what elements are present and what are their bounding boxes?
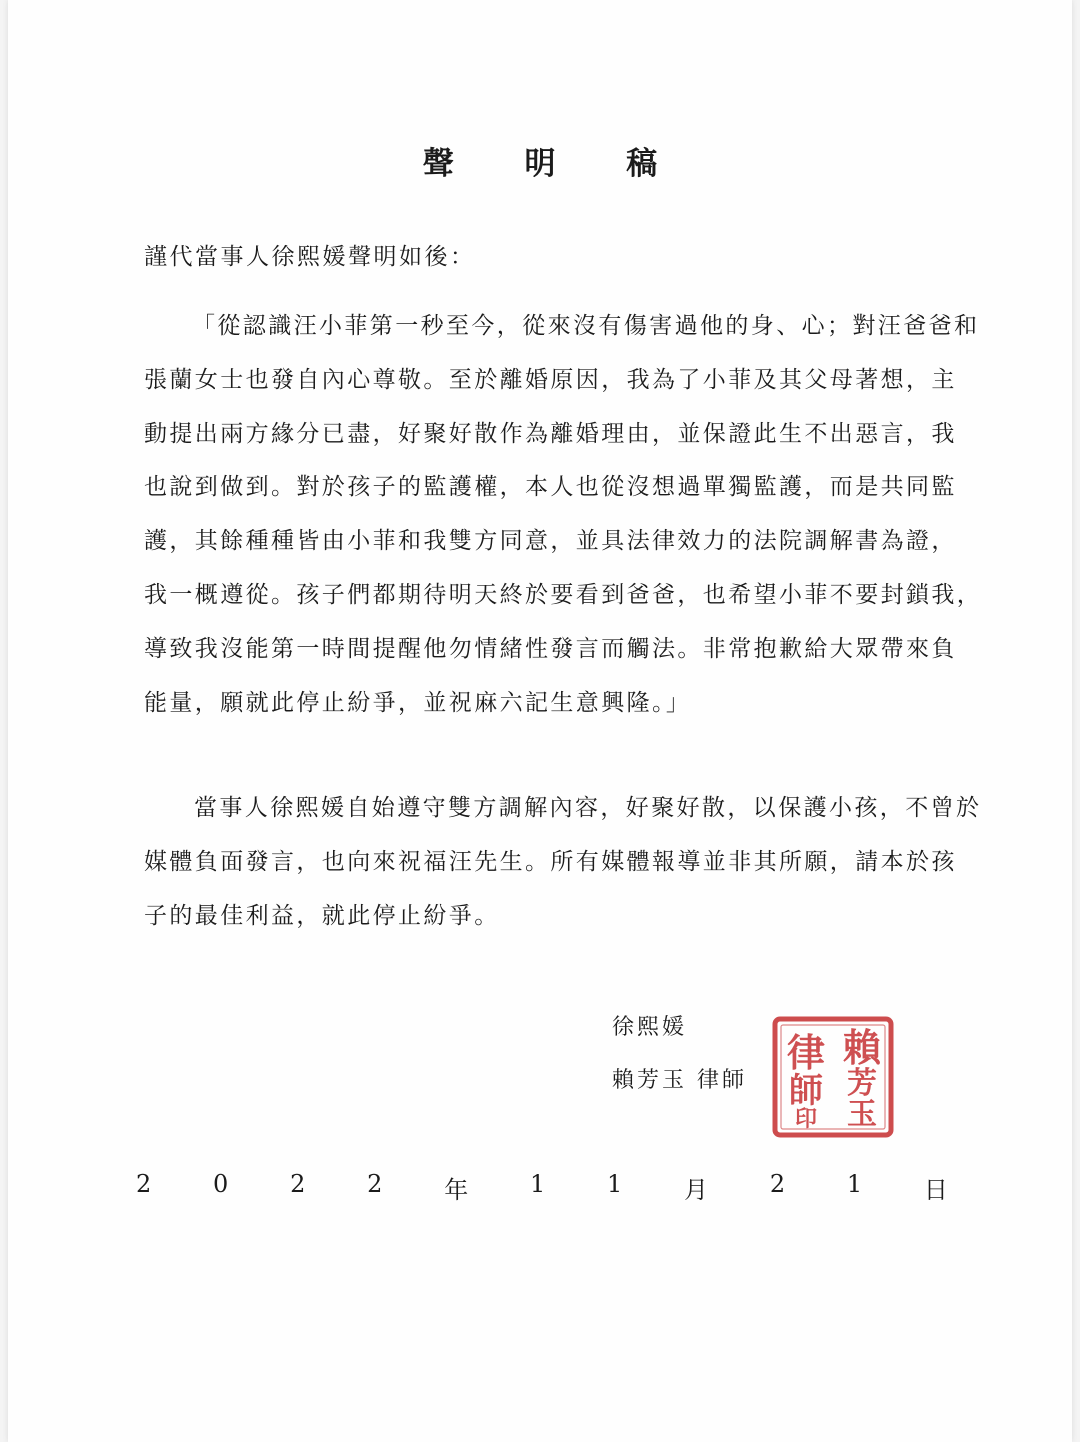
paragraph-line: 導致我沒能第一時間提醒他勿情緒性發言而觸法。非常抱歉給大眾帶來負 xyxy=(144,635,957,662)
date-char: 2 xyxy=(769,1170,786,1198)
date-char: 月 xyxy=(684,1176,709,1204)
lawyer-seal-stamp xyxy=(772,1016,894,1138)
paragraph-line: 能量，願就此停止紛爭，並祝麻六記生意興隆。」 xyxy=(144,689,692,716)
paragraph-line: 護，其餘種種皆由小菲和我雙方同意，並具法律效力的法院調解書為證， xyxy=(144,528,957,555)
document-title: 聲 明 稿 xyxy=(422,146,688,182)
paragraph-line: 也說到做到。對於孩子的監護權，本人也從沒想過單獨監護，而是共同監 xyxy=(144,474,957,501)
paragraph-line: 動提出兩方緣分已盡，好聚好散作為離婚理由，並保證此生不出惡言，我 xyxy=(144,420,957,447)
date-char: 2 xyxy=(290,1170,306,1198)
date-char: 1 xyxy=(846,1170,863,1198)
paragraph-line: 當事人徐熙媛自始遵守雙方調解內容，好聚好散，以保護小孩，不曾於 xyxy=(194,795,982,821)
seal-char: 印 xyxy=(794,1106,818,1132)
document-date xyxy=(136,1170,948,1205)
paragraph-line: 子的最佳利益，就此停止紛爭。 xyxy=(144,902,500,929)
date-char: 1 xyxy=(529,1170,546,1198)
client-signature: 徐熙媛 xyxy=(612,1015,688,1040)
date-char: 日 xyxy=(923,1176,948,1204)
intro-line: 謹代當事人徐熙媛聲明如後： xyxy=(144,244,476,270)
seal-char: 賴 xyxy=(842,1025,882,1070)
seal-char: 律 xyxy=(786,1030,826,1075)
date-char: 2 xyxy=(136,1170,152,1198)
statement-paragraph xyxy=(144,300,983,730)
paragraph-line: 張蘭女士也發自內心尊敬。至於離婚原因，我為了小菲及其父母著想，主 xyxy=(144,366,957,393)
seal-char: 芳 xyxy=(847,1066,877,1101)
closing-paragraph xyxy=(144,782,982,943)
seal-char: 玉 xyxy=(847,1097,877,1132)
date-char: 年 xyxy=(444,1176,469,1204)
paragraph-line: 媒體負面發言，也向來祝福汪先生。所有媒體報導並非其所願，請本於孩 xyxy=(144,848,957,875)
lawyer-signature: 賴芳玉 律師 xyxy=(612,1068,747,1093)
date-char: 2 xyxy=(367,1170,383,1198)
date-char: 0 xyxy=(213,1170,229,1198)
paragraph-line: 我一概遵從。孩子們都期待明天終於要看到爸爸，也希望小菲不要封鎖我， xyxy=(144,581,983,608)
seal-char: 師 xyxy=(789,1071,823,1111)
paragraph-line: 「從認識汪小菲第一秒至今，從來沒有傷害過他的身、心；對汪爸爸和 xyxy=(192,313,980,339)
date-char: 1 xyxy=(607,1170,623,1198)
